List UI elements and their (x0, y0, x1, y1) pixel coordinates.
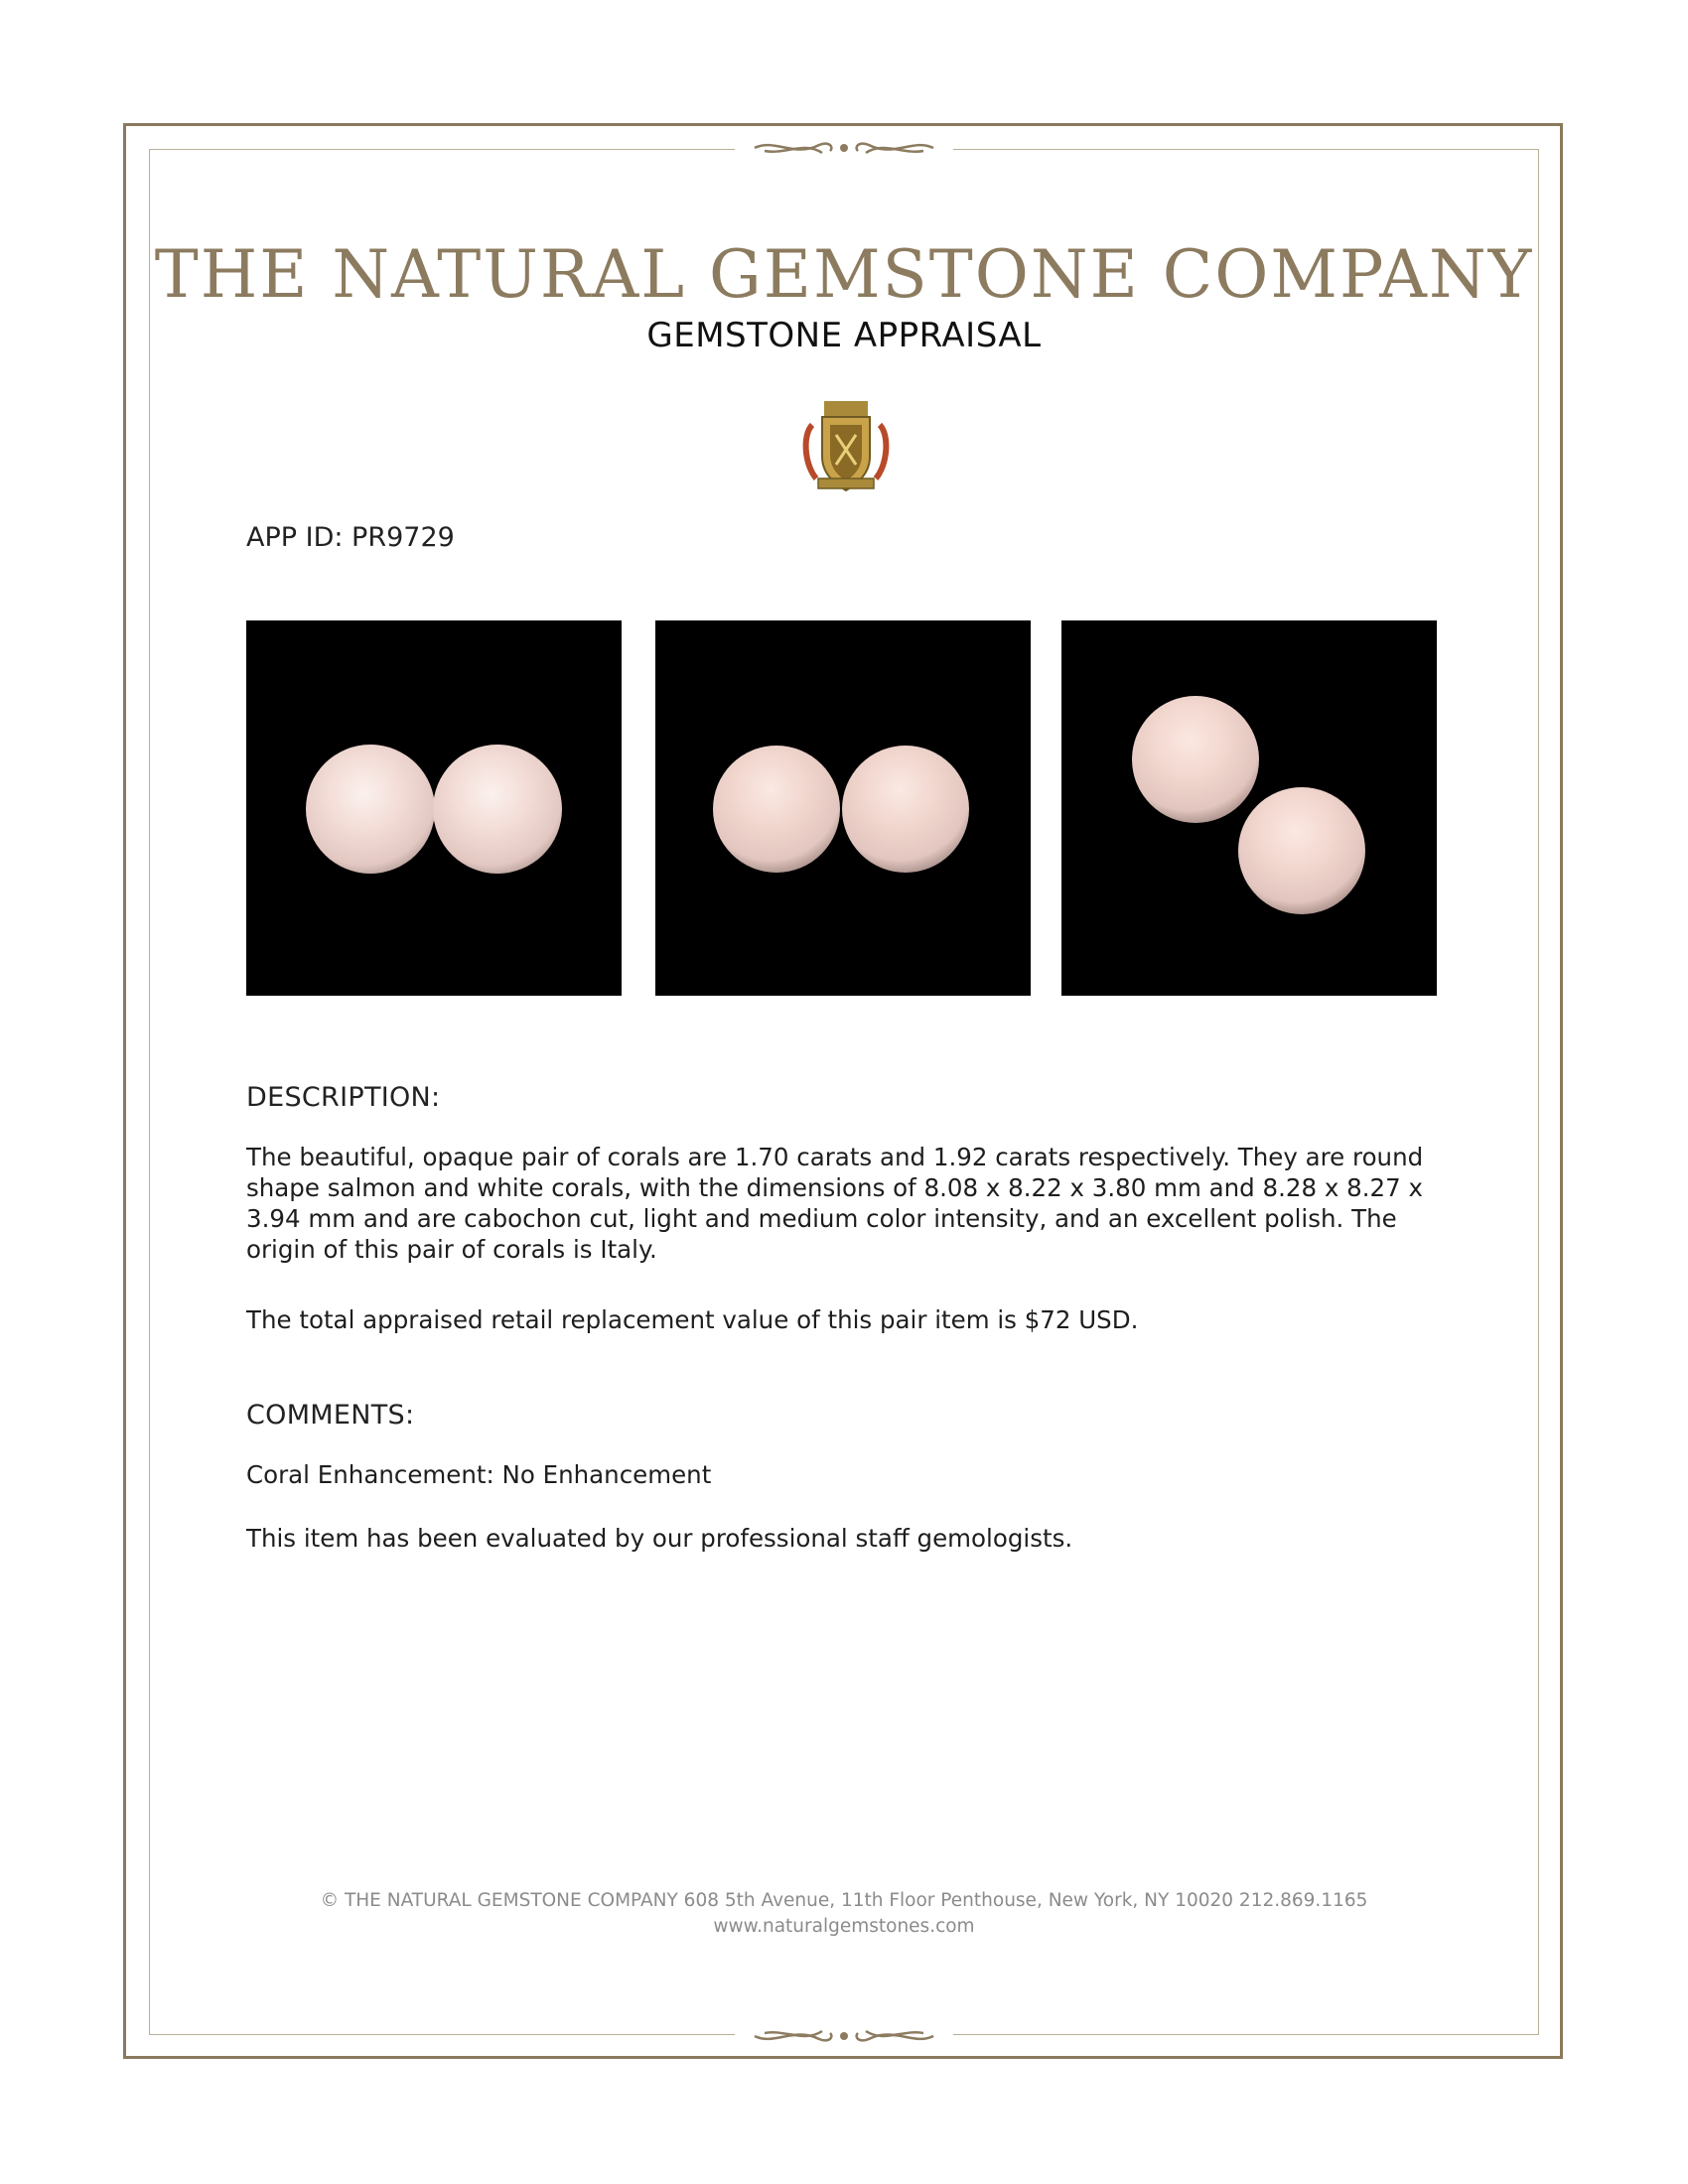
document-title: GEMSTONE APPRAISAL (646, 316, 1042, 355)
description-heading: DESCRIPTION: (246, 1082, 441, 1113)
company-name: THE NATURAL GEMSTONE COMPANY (154, 236, 1534, 313)
coral-photo-diagonal (1061, 620, 1437, 996)
footer-address: © THE NATURAL GEMSTONE COMPANY 608 5th Avenue, 11th Floor Penthouse, New York, NY 10020 212.869.1165 (320, 1890, 1368, 1911)
app-id: APP ID: PR9729 (246, 522, 455, 553)
evaluation-text: This item has been evaluated by our professional staff gemologists. (246, 1524, 1073, 1553)
coral-photo-angled (655, 620, 1031, 996)
enhancement-text: Coral Enhancement: No Enhancement (246, 1460, 712, 1489)
coral-photo-front (246, 620, 622, 996)
appraised-value-text: The total appraised retail replacement value of this pair item is $72 USD. (246, 1305, 1139, 1334)
footer-website[interactable]: www.naturalgemstones.com (713, 1916, 975, 1937)
scroll-ornament-icon (735, 133, 953, 163)
description-text: The beautiful, opaque pair of corals are 1.70 carats and 1.92 carats respectively. They are round shape salmon and white corals, with the dimensions of 8.08 x 8.22 x 3.80 mm and 8.28 x 8.27 x 3.94 mm and are cabochon cut, light and medium color intensity, and an excellent polish. The origin of this pair of corals is Italy. (246, 1143, 1424, 1264)
scroll-ornament-icon (735, 2021, 953, 2051)
comments-heading: COMMENTS: (246, 1400, 415, 1431)
company-crest-icon (798, 395, 894, 494)
